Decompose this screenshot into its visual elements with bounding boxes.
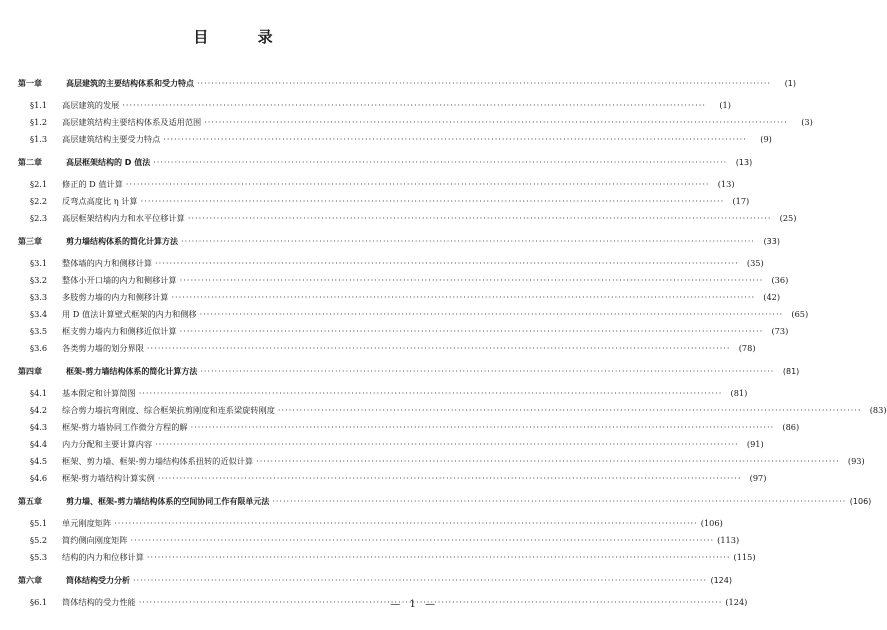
dot-leader [122, 100, 706, 110]
dot-leader [147, 343, 731, 353]
toc-entry-number: §3.6 [30, 343, 48, 353]
toc-entry-page: (93) [847, 456, 865, 466]
toc-entry-page: (9) [760, 134, 772, 144]
dot-leader [133, 576, 707, 585]
toc-entry-number: 第三章 [18, 237, 42, 246]
toc-section-entry [18, 597, 748, 614]
toc-section-entry [18, 343, 756, 360]
toc-section-entry [18, 422, 800, 439]
toc-section-entry [18, 134, 772, 151]
toc-entry-number: §5.3 [30, 552, 48, 562]
toc-entry-page: (1) [719, 100, 731, 110]
toc-entry-page: (13) [717, 179, 735, 189]
toc-entry-page: (33) [763, 237, 780, 246]
dot-leader [158, 473, 742, 483]
toc-entry-title: 反弯点高度比 η 计算 [62, 196, 138, 206]
toc-chapter-entry [18, 78, 796, 95]
toc-entry-title: 整体小开口墙的内力和侧移计算 [62, 275, 177, 285]
dot-leader [180, 275, 764, 285]
toc-entry-title: 高层框架结构的 D 值法 [66, 158, 151, 167]
toc-entry-number: §4.4 [30, 439, 48, 449]
toc-section-entry [18, 179, 735, 196]
toc-entry-page: (65) [791, 309, 809, 319]
dot-leader [147, 552, 731, 562]
dot-leader [204, 117, 788, 127]
toc-entry-number: §1.3 [30, 134, 48, 144]
toc-entry-number: §5.1 [30, 518, 48, 528]
toc-entry-title: 单元刚度矩阵 [62, 518, 112, 528]
toc-section-entry [18, 405, 887, 422]
toc-entry-number: §3.1 [30, 258, 48, 268]
dot-leader [131, 535, 715, 545]
toc-section-entry [18, 258, 764, 275]
dot-leader [278, 405, 862, 415]
toc-entry-page: (124) [710, 576, 732, 585]
toc-entry-title: 简约侧向刚度矩阵 [62, 535, 128, 545]
toc-entry-number: §3.5 [30, 326, 48, 336]
toc-entry-page: (81) [730, 388, 748, 398]
toc-entry-page: (1) [784, 79, 796, 88]
toc-entry-title: 内力分配和主要计算内容 [62, 439, 153, 449]
toc-entry-number: §5.2 [30, 535, 48, 545]
toc-section-entry [18, 309, 809, 326]
dot-leader [180, 326, 764, 336]
toc-entry-page: (36) [771, 275, 789, 285]
toc-entry-page: (81) [782, 367, 800, 376]
toc-entry-title: 筒体结构的受力性能 [62, 597, 136, 607]
toc-entry-number: §6.1 [30, 597, 48, 607]
dot-leader [200, 309, 784, 319]
toc-entry-number: §2.2 [30, 196, 48, 206]
toc-entry-title: 框架、剪力墙、框架-剪力墙结构体系扭转的近似计算 [62, 456, 254, 466]
toc-entry-number: §4.6 [30, 473, 48, 483]
toc-entry-title: 剪力墙、框架-剪力墙结构体系的空间协同工作有限单元法 [66, 497, 270, 506]
toc-entry-title: 用 D 值法计算壁式框架的内力和侧移 [62, 309, 197, 319]
toc-entry-page: (97) [749, 473, 767, 483]
toc-entry-title: 高层建筑的主要结构体系和受力特点 [66, 79, 194, 88]
toc-chapter-entry [18, 496, 872, 513]
toc-entry-title: 多肢剪力墙的内力和侧移计算 [62, 292, 169, 302]
toc-entry-title: 框架-剪力墙结构计算实例 [62, 473, 155, 483]
toc-entry-number: 第二章 [18, 158, 42, 167]
dot-leader [155, 258, 739, 268]
toc-entry-number: §3.4 [30, 309, 48, 319]
dot-leader [126, 179, 710, 189]
toc-entry-number: §3.2 [30, 275, 48, 285]
dot-leader [171, 292, 755, 302]
toc-section-entry [18, 473, 767, 490]
toc-entry-title: 高层建筑结构主要结构体系及适用范围 [62, 117, 202, 127]
toc-entry-number: 第一章 [18, 79, 42, 88]
toc-entry-title: 框架-剪力墙结构体系的简化计算方法 [66, 367, 198, 376]
toc-entry-title: 基本假定和计算简图 [62, 388, 136, 398]
dot-leader [272, 497, 846, 506]
toc-entry-number: §4.2 [30, 405, 48, 415]
toc-section-entry [18, 535, 740, 552]
toc-entry-title: 框支剪力墙内力和侧移近似计算 [62, 326, 177, 336]
toc-entry-number: 第四章 [18, 367, 42, 376]
toc-entry-number: §4.1 [30, 388, 48, 398]
dot-leader [155, 439, 739, 449]
toc-entry-title: 各类剪力墙的划分界限 [62, 343, 144, 353]
dot-leader [141, 196, 725, 206]
toc-entry-number: §3.3 [30, 292, 48, 302]
toc-section-entry [18, 213, 797, 230]
dot-leader [153, 158, 727, 167]
toc-entry-number: §1.1 [30, 100, 48, 110]
toc-entry-number: 第六章 [18, 576, 42, 585]
toc-entry-title: 剪力墙结构体系的简化计算方法 [66, 237, 178, 246]
toc-section-entry [18, 552, 756, 569]
toc-entry-title: 框架-剪力墙协同工作微分方程的解 [62, 422, 188, 432]
toc-entry-page: (17) [732, 196, 750, 206]
toc-entry-number: §2.1 [30, 179, 48, 189]
toc-entry-number: §4.3 [30, 422, 48, 432]
toc-section-entry [18, 439, 764, 456]
toc-entry-title: 高层建筑的发展 [62, 100, 120, 110]
toc-entry-page: (3) [801, 117, 813, 127]
toc-chapter-entry [18, 366, 800, 383]
toc-entry-page: (73) [771, 326, 789, 336]
toc-chapter-entry [18, 157, 753, 174]
dot-leader [256, 456, 840, 466]
toc-entry-page: (83) [869, 405, 887, 415]
dot-leader [200, 367, 774, 376]
toc-entry-title: 整体墙的内力和侧移计算 [62, 258, 153, 268]
toc-section-entry [18, 196, 750, 213]
toc-entry-number: §1.2 [30, 117, 48, 127]
toc-entry-page: (106) [700, 518, 723, 528]
toc-entry-page: (113) [717, 535, 740, 545]
dot-leader [163, 134, 747, 144]
toc-entry-number: §4.5 [30, 456, 48, 466]
dot-leader [188, 213, 772, 223]
dot-leader [191, 422, 775, 432]
dot-leader [114, 518, 698, 528]
toc-section-entry [18, 117, 813, 134]
toc-entry-title: 结构的内力和位移计算 [62, 552, 144, 562]
toc-entry-number: 第五章 [18, 497, 42, 506]
toc-entry-number: §2.3 [30, 213, 48, 223]
toc-chapter-entry [18, 236, 780, 253]
toc-entry-title: 综合剪力墙抗弯刚度、综合框架抗剪刚度和连系梁旋转刚度 [62, 405, 275, 415]
toc-chapter-entry [18, 575, 732, 592]
toc-entry-page: (13) [735, 158, 753, 167]
toc-section-entry [18, 100, 731, 117]
toc-section-entry [18, 518, 723, 535]
toc-section-entry [18, 292, 781, 309]
toc-section-entry [18, 388, 748, 405]
toc-section-entry [18, 326, 789, 343]
toc-entry-page: (25) [779, 213, 797, 223]
toc-entry-title: 修正的 D 值计算 [62, 179, 123, 189]
dot-leader [139, 388, 723, 398]
toc-entry-title: 高层框架结构内力和水平位移计算 [62, 213, 185, 223]
toc-entry-title: 筒体结构受力分析 [66, 576, 130, 585]
dot-leader [197, 79, 771, 88]
toc-entry-title: 高层建筑结构主要受力特点 [62, 134, 161, 144]
toc-entry-page: (78) [738, 343, 756, 353]
toc-section-entry [18, 275, 789, 292]
toc-section-entry [18, 456, 865, 473]
page-number: — 1 — [390, 599, 438, 610]
toc-entry-page: (42) [763, 292, 781, 302]
toc-entry-page: (115) [733, 552, 756, 562]
toc-entry-page: (86) [782, 422, 800, 432]
toc-entry-page: (35) [746, 258, 764, 268]
dot-leader [181, 237, 755, 246]
toc-entry-page: (124) [725, 597, 748, 607]
page-title: 目 录 [193, 28, 295, 46]
table-of-contents [18, 78, 887, 614]
toc-entry-page: (91) [746, 439, 764, 449]
toc-entry-page: (106) [849, 497, 872, 506]
